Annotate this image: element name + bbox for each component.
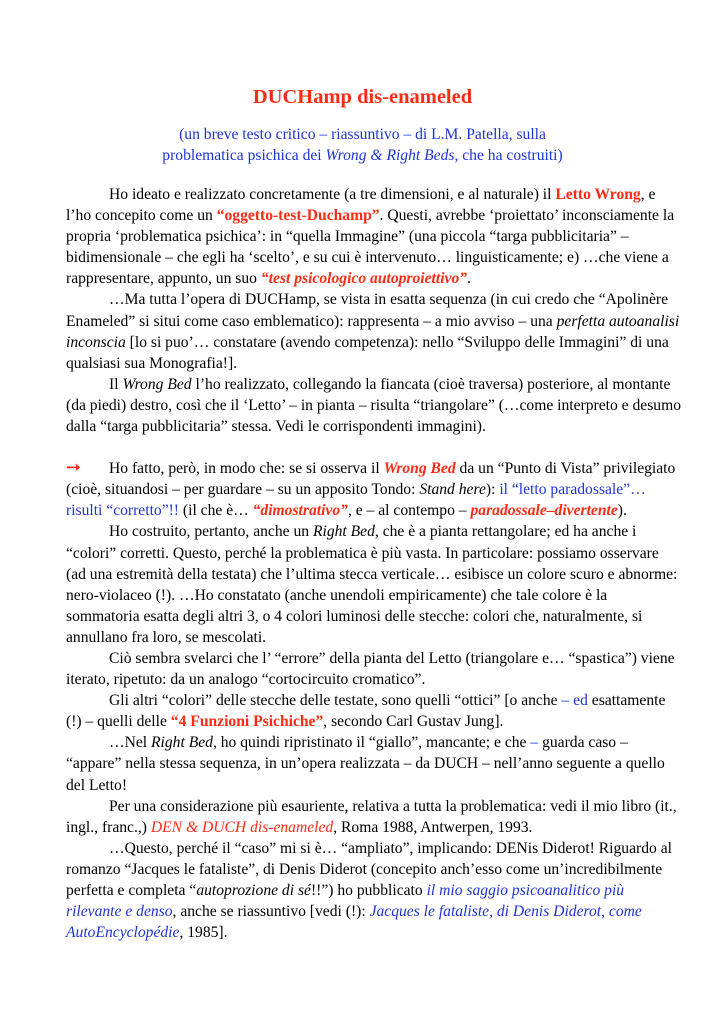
- text-run: da un “Punto di Vista” privilegiato (cioè, situandosi – per guardare – su un apposito Tondo:: [66, 460, 676, 499]
- subtitle-text: problematica psichica dei: [162, 147, 326, 164]
- paragraph-5: [66, 521, 682, 648]
- highlight-blue: –: [561, 692, 570, 710]
- text-run: , e l’ho concepito come un: [66, 186, 656, 225]
- paragraph-7: [66, 690, 682, 732]
- highlight-red-italic: paradossale–divertente: [470, 502, 618, 520]
- paragraph-8: [66, 732, 682, 795]
- text-run: , secondo Carl Gustav Jung].: [323, 713, 504, 731]
- text-run: .: [467, 270, 471, 288]
- text-run: !!”) ho pubblicato: [310, 882, 427, 899]
- text-run: …Ma tutta l’opera di DUCHamp, se vista in esatta sequenza (in cui credo che “Apolinère Enameled” si situi come caso emblematico): rappresenta – a mio avviso – una: [66, 291, 669, 330]
- text-run: …Questo, perché il “caso” mi si è… “ampliato”, implicando: DENis Diderot! Riguardo al romanzo “Jacques le fataliste”, di Denis Diderot (concepito anch’esso come un’incredibilmente perfetta e completa “: [66, 839, 672, 899]
- text-run: Per una considerazione più esauriente, relativa a tutta la problematica: vedi il mio libro (it., ingl., franc.,): [66, 797, 677, 836]
- highlight-red: Letto Wrong: [555, 186, 641, 203]
- paragraph-1: [66, 184, 682, 289]
- emphasis: perfetta autoanalisi inconscia: [66, 312, 680, 351]
- subtitle-line-2: [0, 145, 725, 166]
- text-run: Gli altri “colori” delle stecche delle testate, sono quelli “ottici” [o anche: [109, 692, 562, 710]
- emphasis: autoprozione di sé: [196, 882, 311, 899]
- text-run: . Questi, avrebbe ‘proiettato’ inconsciamente la propria ‘problematica psichica’: in “quella Immagine” (una piccola “targa pubblicitaria” – bidimensionale – che egli ha ‘scelto’, e su cui è intervenuto… linguisticamente; e) …che viene a rappresentare, appunto, un suo: [66, 207, 675, 288]
- text-run: , Roma 1988, Antwerpen, 1993.: [333, 818, 533, 836]
- highlight-red: “oggetto-test-Duchamp”: [216, 207, 380, 225]
- highlight-red-italic: DEN & DUCH dis-enameled: [150, 818, 334, 836]
- paragraph-9: [66, 796, 682, 838]
- emphasis: Right Bed: [312, 523, 375, 541]
- highlight-red-italic: “test psicologico autoproiettivo”: [260, 270, 468, 288]
- arrow-icon: ➙: [66, 457, 82, 479]
- emphasis: Wrong Bed: [122, 375, 192, 393]
- highlight-blue: il “letto paradossale”… risulti “corretto”!!: [66, 481, 646, 520]
- highlight-blue: ed: [569, 692, 588, 710]
- text-run: Ho costruito, pertanto, anche un: [109, 523, 313, 541]
- subtitle-line-1: (un breve testo critico – riassuntivo – di L.M. Patella, sulla: [179, 126, 546, 143]
- paragraph-2: [66, 289, 682, 373]
- highlight-red-italic: Wrong Bed: [383, 460, 456, 478]
- text-run: ).: [617, 502, 627, 520]
- text-run: esattamente (!) – quelli delle: [66, 692, 666, 731]
- highlight-blue-italic: il mio saggio psicoanalitico più rilevante e denso: [66, 882, 625, 921]
- text-run: guarda caso – “appare” nella stessa sequenza, in un’opera realizzata – da DUCH – nell’anno seguente a quello del Letto!: [66, 734, 665, 794]
- highlight-red: “4 Funzioni Psichiche”: [170, 713, 324, 731]
- emphasis: Stand here: [419, 481, 486, 499]
- text-run: (il che è…: [179, 502, 253, 520]
- text-run: Ho ideato e realizzato concretamente (a tre dimensioni, e al naturale) il: [109, 186, 556, 203]
- text-run: l’ho realizzato, collegando la fiancata (cioè traversa) posteriore, al montante (da piedi) destro, così che il ‘Letto’ – in pianta – risulta “triangolare” (…come interpreto e desumo dalla “targa pubblicitaria” stessa. Vedi le corrispondenti immagini).: [66, 375, 682, 436]
- text-run: ):: [485, 481, 500, 499]
- text-run: , anche se riassuntivo [vedi (!):: [172, 903, 370, 921]
- highlight-red-italic: “dimostrativo”: [252, 502, 348, 520]
- text-run: , e – al contempo –: [347, 502, 471, 520]
- paragraph-10: [66, 838, 682, 943]
- paragraph-3: [66, 374, 682, 437]
- text-run: …Nel: [109, 734, 152, 752]
- subtitle-text: , che ha costruiti): [454, 147, 563, 164]
- document-body: [66, 184, 682, 943]
- text-run: Ciò sembra svelarci che l’ “errore” della pianta del Letto (triangolare e… “spastica”) viene iterato, ripetuto: da un analogo “cortocircuito cromatico”.: [66, 649, 675, 689]
- highlight-blue: –: [530, 734, 539, 752]
- emphasis: Right Bed: [151, 734, 213, 752]
- text-run: Il: [109, 375, 123, 393]
- text-run: Ho fatto, però, in modo che: se si osserva il: [109, 460, 384, 478]
- document-subtitle: [0, 124, 725, 166]
- text-run: , 1985].: [179, 924, 228, 942]
- highlight-blue-italic: Jacques le fataliste, di Denis Diderot, come AutoEncyclopédie: [66, 903, 642, 942]
- text-run: , che è a pianta rettangolare; ed ha anche i “colori” corretti. Questo, perché la problematica è più vasta. In particolare: possiamo osservare (ad una estremità della testata) che l’ultima stecca verticale… esibisce un colore scuro e abnorme: nero-violaceo (!). …Ho constatato (anche unendoli empiricamente) che tale colore è la sommatoria esatta degli altri 3, o 4 colori luminosi delle stecche: colori che, naturalmente, si annullano fra loro, se mescolati.: [66, 523, 678, 646]
- document-title: DUCHamp dis-enameled: [252, 86, 473, 108]
- subtitle-emphasis: Wrong & Right Beds: [325, 147, 455, 164]
- paragraph-4: [66, 457, 682, 521]
- text-run: , ho quindi ripristinato il “giallo”, mancante; e che: [212, 734, 531, 752]
- paragraph-6: [66, 648, 682, 690]
- text-run: [lo si puo’… constatare (avendo competenza): nello “Sviluppo delle Immagini” di una qualsiasi sua Monografia!].: [66, 333, 669, 372]
